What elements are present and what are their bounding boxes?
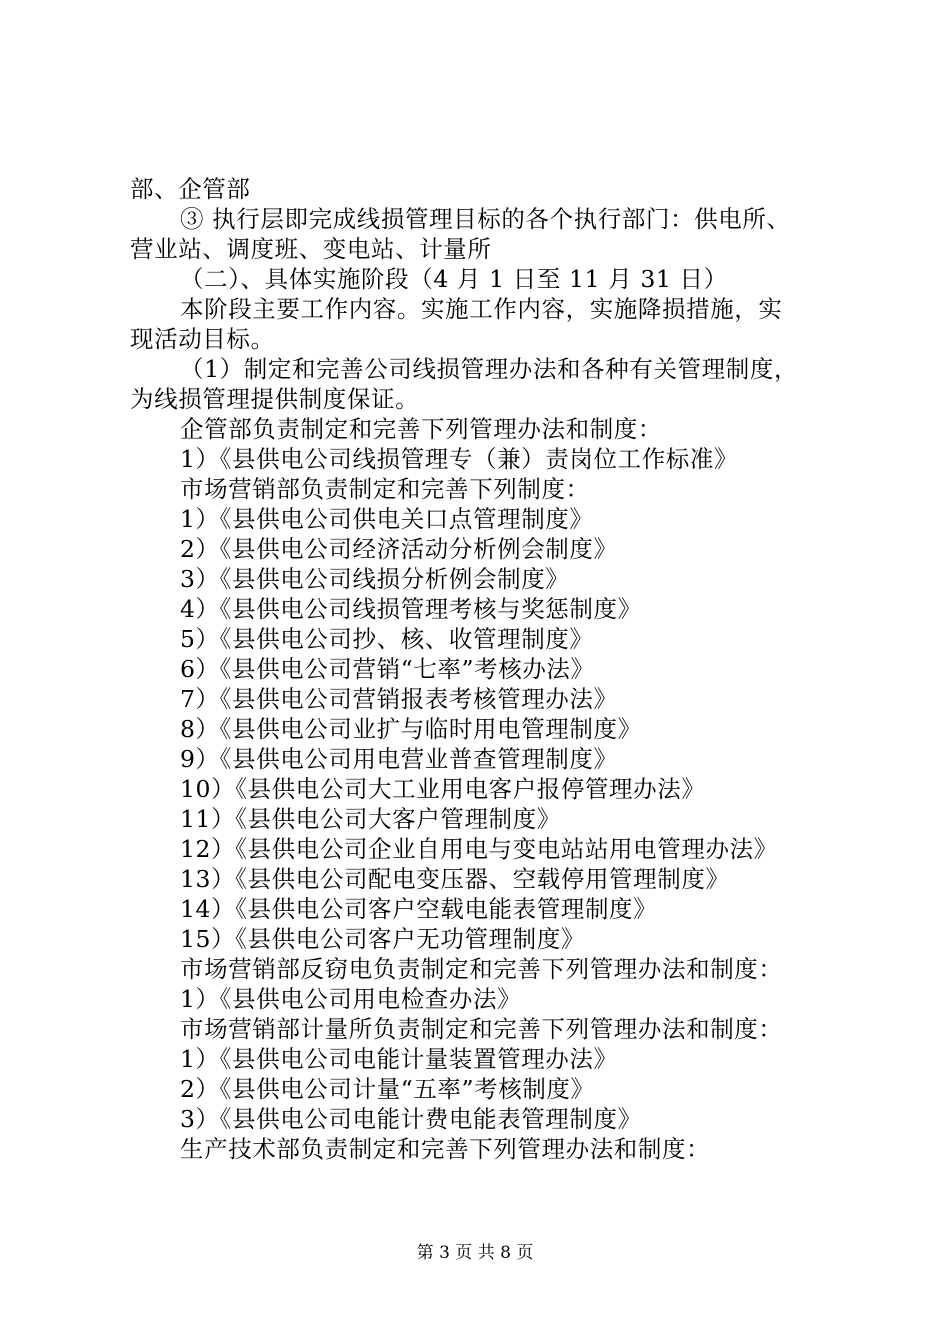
list-item: 3）《县供电公司线损分析例会制度》 [180, 565, 570, 593]
list-item: 15）《县供电公司客户无功管理制度》 [180, 925, 585, 953]
text-line: 现活动目标。 [130, 325, 275, 353]
list-item: 3）《县供电公司电能计费电能表管理制度》 [180, 1105, 642, 1133]
text-line: 企管部负责制定和完善下列管理办法和制度： [180, 415, 662, 443]
list-item: 1）《县供电公司用电检查办法》 [180, 985, 522, 1013]
text-line: 生产技术部负责制定和完善下列管理办法和制度： [180, 1135, 711, 1163]
list-item: 4）《县供电公司线损管理考核与奖惩制度》 [180, 595, 642, 623]
text-line: 部、企管部 [130, 175, 251, 203]
list-item: 14）《县供电公司客户空载电能表管理制度》 [180, 895, 658, 923]
list-item: 10）《县供电公司大工业用电客户报停管理办法》 [180, 775, 706, 803]
text-line: 市场营销部负责制定和完善下列制度： [180, 475, 590, 503]
list-item: 13）《县供电公司配电变压器、空载停用管理制度》 [180, 865, 730, 893]
list-item: 2）《县供电公司经济活动分析例会制度》 [180, 535, 618, 563]
list-item: 8）《县供电公司业扩与临时用电管理制度》 [180, 715, 642, 743]
text-line: 本阶段主要工作内容。实施工作内容，实施降损措施，实 [180, 295, 783, 323]
list-item: 1）《县供电公司供电关口点管理制度》 [180, 505, 594, 533]
text-line: 市场营销部反窃电负责制定和完善下列管理办法和制度： [180, 955, 783, 983]
text-line: ③ 执行层即完成线损管理目标的各个执行部门：供电所、 [180, 205, 791, 233]
list-item: 11）《县供电公司大客户管理制度》 [180, 805, 561, 833]
list-item: 5）《县供电公司抄、核、收管理制度》 [180, 625, 594, 653]
text-line: 营业站、调度班、变电站、计量所 [130, 235, 492, 263]
text-line: （1）制定和完善公司线损管理办法和各种有关管理制度， [180, 355, 799, 383]
list-item: 12）《县供电公司企业自用电与变电站站用电管理办法》 [180, 835, 778, 863]
list-item: 1）《县供电公司线损管理专（兼）责岗位工作标准》 [180, 445, 739, 473]
text-line: 市场营销部计量所负责制定和完善下列管理办法和制度： [180, 1015, 783, 1043]
list-item: 2）《县供电公司计量“五率”考核制度》 [180, 1075, 595, 1103]
list-item: 6）《县供电公司营销“七率”考核办法》 [180, 655, 595, 683]
section-heading: （二）、具体实施阶段（4 月 1 日至 11 月 31 日） [180, 265, 728, 293]
list-item: 9）《县供电公司用电营业普查管理制度》 [180, 745, 618, 773]
text-line: 为线损管理提供制度保证。 [130, 385, 420, 413]
list-item: 1）《县供电公司电能计量装置管理办法》 [180, 1045, 618, 1073]
list-item: 7）《县供电公司营销报表考核管理办法》 [180, 685, 618, 713]
page-number: 第 3 页 共 8 页 [416, 1243, 534, 1263]
